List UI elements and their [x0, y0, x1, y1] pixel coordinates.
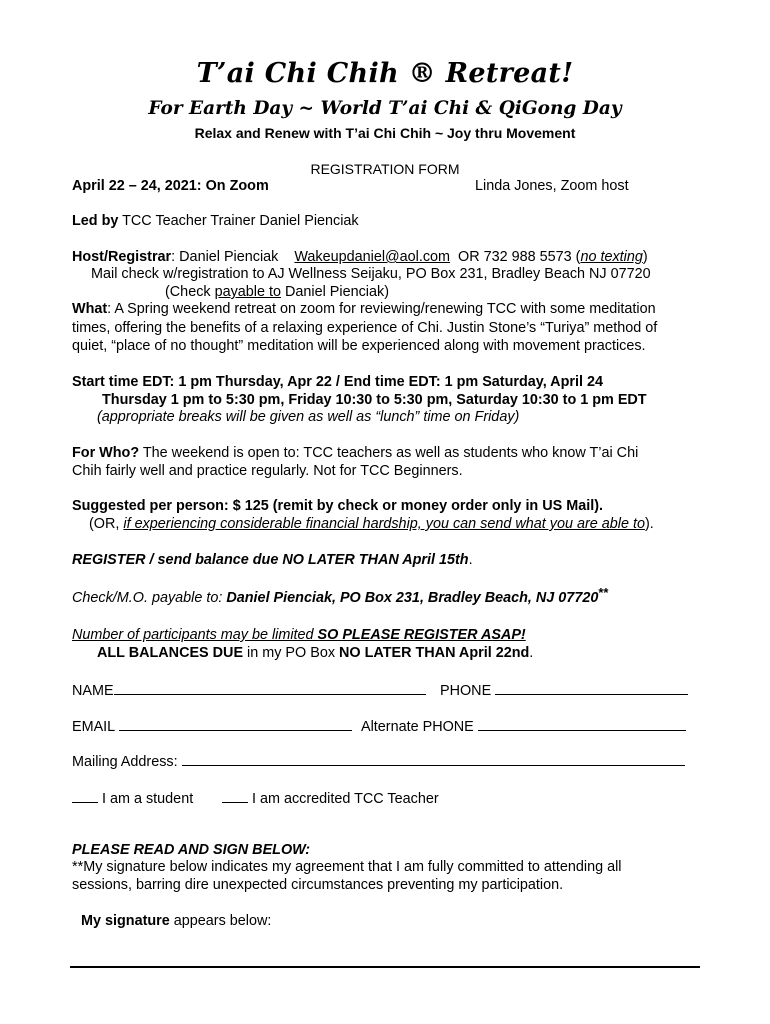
event-host: Linda Jones, Zoom host: [475, 178, 629, 194]
no-texting: no texting: [580, 249, 643, 265]
page-title: T’ai Chi Chih ® Retreat!: [196, 58, 574, 89]
alt-phone-field[interactable]: [478, 716, 686, 731]
phone-label: PHONE: [440, 683, 492, 699]
hardship-note: if experiencing considerable financial hardship, you can send what you are able to: [123, 516, 645, 532]
check-open: (Check: [165, 284, 215, 300]
what-label: What: [72, 301, 108, 317]
email-row: [72, 716, 352, 736]
price-open: (OR,: [89, 516, 124, 532]
final-period: .: [529, 645, 534, 661]
payable-value: Daniel Pienciak, PO Box 231, Bradley Beach, NJ 07720: [226, 590, 599, 606]
teacher-label: I am accredited TCC Teacher: [248, 791, 439, 807]
registrar-email-link[interactable]: Wakeupdaniel@aol.com: [294, 249, 451, 265]
name-row: [72, 680, 426, 700]
signature-line[interactable]: [70, 966, 700, 968]
form-heading: REGISTRATION FORM: [310, 161, 460, 177]
for-who-label: For Who?: [72, 445, 140, 461]
address-field[interactable]: [182, 751, 685, 766]
check-payable-line: [165, 283, 389, 301]
schedule-line-2: Thursday 1 pm to 5:30 pm, Friday 10:30 to 5:30 pm, Saturday 10:30 to 1 pm EDT: [102, 392, 647, 408]
payable-to: payable to: [214, 284, 282, 300]
student-label: I am a student: [98, 791, 194, 807]
close-paren: ): [642, 249, 648, 265]
schedule-line-1: Start time EDT: 1 pm Thursday, Apr 22 / End time EDT: 1 pm Saturday, April 24: [72, 374, 603, 390]
phone-field[interactable]: [495, 680, 688, 695]
price-line-1: Suggested per person: $ 125 (remit by check or money order only in US Mail).: [72, 498, 603, 514]
deadline-period: .: [468, 552, 473, 568]
agreement-heading: PLEASE READ AND SIGN BELOW:: [72, 842, 310, 858]
final-deadline: NO LATER THAN April 22nd: [339, 645, 530, 661]
agreement-line-2: sessions, barring dire unexpected circumstances preventing my participation.: [72, 877, 564, 893]
register-asap: SO PLEASE REGISTER ASAP!: [317, 627, 526, 643]
check-close: Daniel Pienciak): [281, 284, 389, 300]
page-subtitle: For Earth Day ~ World T’ai Chi & QiGong Day: [148, 98, 622, 119]
po-box-text: in my PO Box: [243, 645, 340, 661]
alt-phone-row: [361, 716, 686, 736]
what-text-1: : A Spring weekend retreat on zoom for reviewing/renewing TCC with some meditation: [107, 301, 656, 317]
tagline: Relax and Renew with T’ai Chi Chih ~ Joy thru Movement: [194, 125, 576, 141]
teacher-row: [222, 788, 439, 808]
for-who-line-1: [72, 444, 638, 462]
agreement-line-1: **My signature below indicates my agreement that I am fully committed to attending all: [72, 859, 622, 875]
payable-line: [72, 585, 609, 607]
email-label: EMAIL: [72, 719, 116, 735]
student-checkbox[interactable]: [72, 788, 98, 803]
payable-label: Check/M.O. payable to:: [72, 590, 227, 606]
teacher-checkbox[interactable]: [222, 788, 248, 803]
what-line-3: quiet, “place of no thought” meditation will be experienced along with movement practices.: [72, 338, 646, 354]
signature-rest: appears below:: [169, 913, 272, 929]
led-by-label: Led by: [72, 213, 119, 229]
limited-note: Number of participants may be limited: [72, 627, 318, 643]
registrar-line: [72, 248, 648, 266]
signature-prompt: [81, 912, 271, 930]
deadline-text: REGISTER / send balance due NO LATER THAN April 15th: [72, 552, 469, 568]
payable-stars: **: [598, 585, 609, 600]
alt-phone-label: Alternate PHONE: [361, 719, 474, 735]
for-who-text-1: The weekend is open to: TCC teachers as well as students who know T’ai Chi: [139, 445, 639, 461]
led-by: [72, 212, 359, 230]
email-field[interactable]: [119, 716, 352, 731]
for-who-line-2: Chih fairly well and practice regularly. Not for TCC Beginners.: [72, 463, 463, 479]
deadline-line: [72, 551, 473, 569]
balances-due: ALL BALANCES DUE: [97, 645, 244, 661]
schedule-line-3: (appropriate breaks will be given as well as “lunch” time on Friday): [97, 409, 520, 425]
name-field[interactable]: [114, 680, 426, 695]
limited-line-1: [72, 626, 526, 644]
address-label: Mailing Address:: [72, 754, 178, 770]
registrar-name: : Daniel Pienciak: [171, 249, 279, 265]
price-close: ).: [644, 516, 654, 532]
mail-check-line: Mail check w/registration to AJ Wellness Seijaku, PO Box 231, Bradley Beach NJ 07720: [91, 266, 651, 282]
registrar-phone: OR 732 988 5573 (: [458, 249, 581, 265]
phone-row: [440, 680, 688, 700]
signature-bold: My signature: [81, 913, 170, 929]
address-row: [72, 751, 685, 771]
registrar-label: Host/Registrar: [72, 249, 172, 265]
led-by-value: TCC Teacher Trainer Daniel Pienciak: [118, 213, 359, 229]
event-dates: April 22 – 24, 2021: On Zoom: [72, 178, 269, 194]
price-line-2: [89, 515, 654, 533]
what-line-2: times, offering the benefits of a relaxing experience of Chi. Justin Stone’s “Turiya” method of: [72, 320, 658, 336]
what-line-1: [72, 300, 656, 318]
name-label: NAME: [72, 683, 114, 699]
student-row: [72, 788, 193, 808]
limited-line-2: [97, 644, 533, 662]
